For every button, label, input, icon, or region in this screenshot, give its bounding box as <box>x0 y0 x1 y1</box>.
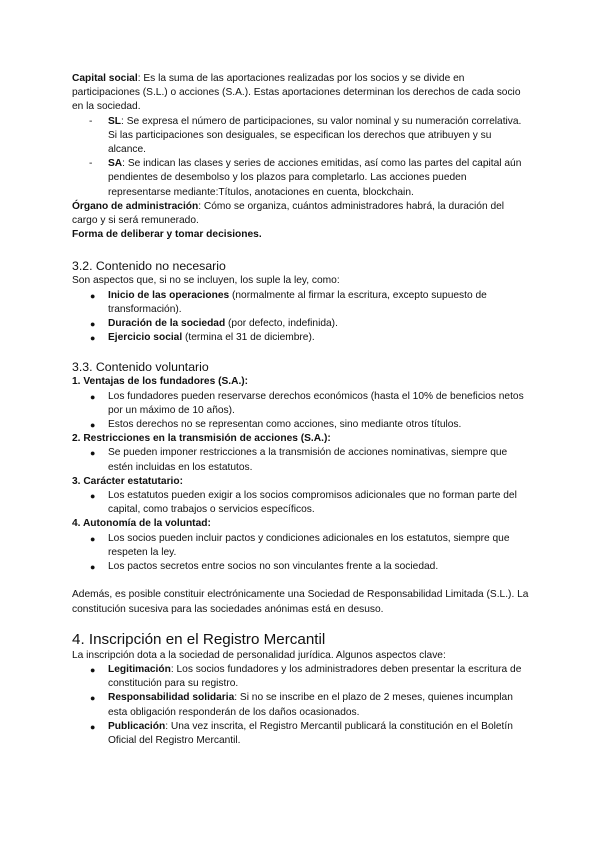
group-list <box>72 446 532 474</box>
list-item-text: (por defecto, indefinida). <box>225 318 338 330</box>
bullet-marker: ● <box>90 721 96 732</box>
list-item-term: Legitimación <box>108 663 171 675</box>
list-item <box>72 289 532 317</box>
list-item-text: Estos derechos no se representan como acciones, sino mediante otros títulos. <box>108 419 462 431</box>
list-item-term: Inicio de las operaciones <box>108 289 230 301</box>
section-4-list <box>72 663 532 748</box>
list-item-text: Los estatutos pueden exigir a los socios compromisos adicionales que no forman parte del capital, como trabajos o servicios específicos. <box>108 490 517 516</box>
bullet-marker: ● <box>90 491 96 502</box>
section-3-2-list <box>72 289 532 346</box>
list-item-text: Los pactos secretos entre socios no son vinculantes frente a la sociedad. <box>108 561 439 573</box>
list-item <box>72 489 532 517</box>
list-item-text: : Se expresa el número de participaciones, su valor nominal y su numeración correlativa. Si las participaciones son desiguales, se especifican los derechos que atribuyen y su alcance. <box>108 115 522 156</box>
list-item <box>72 317 532 331</box>
group-title: 4. Autonomía de la voluntad: <box>72 518 211 530</box>
list-item-text: : Si no se inscribe en el plazo de 2 meses, quienes incumplan esta obligación responderán de los daños ocasionados. <box>108 692 513 718</box>
list-item-term: SL <box>108 115 122 127</box>
forma-deliberar-line: Forma de deliberar y tomar decisiones. <box>72 229 262 241</box>
list-item <box>72 532 532 560</box>
list-item-term: Publicación <box>108 720 166 732</box>
list-item-term: Ejercicio social <box>108 332 183 344</box>
list-item-text: : Se indican las clases y series de acciones emitidas, así como las partes del capital aún pendientes de desembolso y los plazos para completarlo. Las acciones pueden representarse mediante:Títulos, anotaciones en cuenta, blockchain. <box>108 158 522 198</box>
capital-social-paragraph <box>72 72 532 115</box>
list-item-text: Los socios pueden incluir pactos y condiciones adicionales en los estatutos, siempre que respeten la ley. <box>108 532 510 558</box>
bullet-marker: ● <box>90 693 96 704</box>
group-list <box>72 390 532 433</box>
list-item <box>72 663 532 691</box>
group-list <box>72 532 532 575</box>
ademas-paragraph: Además, es posible constituir electrónicamente una Sociedad de Responsabilidad Limitada (S.L.). La constitución sucesiva para las sociedades anónimas está en desuso. <box>72 589 529 615</box>
list-item <box>72 691 532 719</box>
list-item-text: Los fundadores pueden reservarse derechos económicos (hasta el 10% de beneficios netos por un máximo de 10 años). <box>108 390 524 416</box>
dash-marker: - <box>89 158 93 170</box>
bullet-marker: ● <box>90 420 96 431</box>
list-item-text: (normalmente al firmar la escritura, excepto supuesto de transformación). <box>108 289 487 315</box>
list-item <box>72 390 532 418</box>
list-item-term: Duración de la sociedad <box>108 318 226 330</box>
list-item-text: : Los socios fundadores y los administradores deben presentar la escritura de constitución para su registro. <box>108 663 522 690</box>
bullet-marker: ● <box>90 319 96 330</box>
group-list <box>72 489 532 517</box>
section-4-heading: 4. Inscripción en el Registro Mercantil <box>72 630 326 648</box>
bullet-marker: ● <box>90 391 96 402</box>
capital-social-term: Capital social <box>72 73 138 84</box>
organo-paragraph <box>72 200 532 228</box>
organo-text: : Cómo se organiza, cuántos administradores habrá, la duración del cargo y si será remunerado. <box>72 200 505 227</box>
list-item <box>72 115 532 158</box>
list-item <box>72 418 532 432</box>
organo-term: Órgano de administración <box>72 200 199 212</box>
section-4-intro: La inscripción dota a la sociedad de personalidad jurídica. Algunos aspectos clave: <box>72 649 446 661</box>
capital-types-list <box>72 115 532 200</box>
list-item-text: : Una vez inscrita, el Registro Mercantil publicará la constitución en el Boletín Oficial del Registro Mercantil. <box>108 720 513 746</box>
section-3-2-intro: Son aspectos que, si no se incluyen, los suple la ley, como: <box>72 275 340 287</box>
bullet-marker: ● <box>90 290 96 301</box>
capital-social-text: : Es la suma de las aportaciones realizadas por los socios y se divide en participaciones (S.L.) o acciones (S.A.). Estas aportaciones determinan los derechos de cada socio en la sociedad. <box>72 73 521 113</box>
group-title: 2. Restricciones en la transmisión de acciones (S.A.): <box>72 433 331 445</box>
document-page <box>72 72 532 748</box>
section-3-2-heading: 3.2. Contenido no necesario <box>72 259 226 274</box>
list-item <box>72 560 532 574</box>
group-title: 1. Ventajas de los fundadores (S.A.): <box>72 376 249 388</box>
list-item-text: Se pueden imponer restricciones a la transmisión de acciones nominativas, siempre que estén incluidas en los estatutos. <box>108 447 508 473</box>
list-item-term: Responsabilidad solidaria <box>108 692 235 704</box>
bullet-marker: ● <box>90 448 96 459</box>
list-item <box>72 720 532 748</box>
list-item <box>72 157 532 200</box>
list-item-text: (termina el 31 de diciembre). <box>182 332 315 344</box>
bullet-marker: ● <box>90 664 96 675</box>
dash-marker: - <box>89 115 93 127</box>
bullet-marker: ● <box>90 533 96 544</box>
bullet-marker: ● <box>90 333 96 344</box>
list-item <box>72 331 532 345</box>
list-item-term: SA <box>108 158 123 170</box>
bullet-marker: ● <box>90 562 96 573</box>
group-title: 3. Carácter estatutario: <box>72 475 183 487</box>
section-3-3-heading: 3.3. Contenido voluntario <box>72 360 209 375</box>
list-item <box>72 446 532 474</box>
